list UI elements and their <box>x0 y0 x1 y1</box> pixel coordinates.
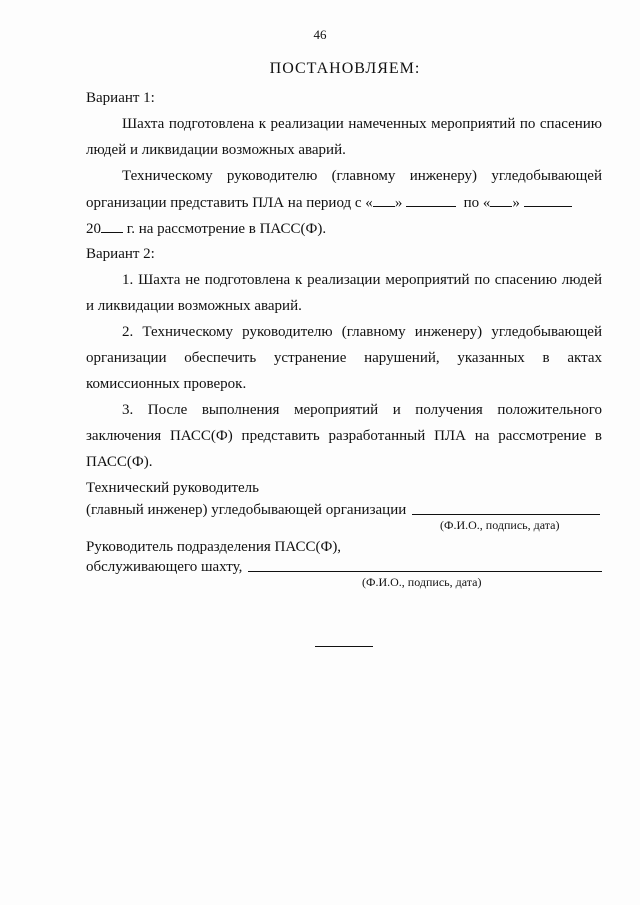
variant2-item1-line2: и ликвидации возможных аварий. <box>86 298 302 314</box>
pass-head-label-line2: обслуживающего шахту, <box>86 559 243 575</box>
variant2-heading: Вариант 2: <box>86 246 155 262</box>
pass-head-caption: (Ф.И.О., подпись, дата) <box>362 575 482 589</box>
review-text: г. на рассмотрение в ПАСС(Ф). <box>126 221 327 237</box>
tech-director-label-line1: Технический руководитель <box>86 480 260 496</box>
variant1-paragraph1-line1: Шахта подготовлена к реализации намеченных мероприятий по спасению <box>122 116 602 132</box>
pass-head-label-line1: Руководитель подразделения ПАСС(Ф), <box>86 539 342 555</box>
page-title: ПОСТАНОВЛЯЕМ: <box>269 60 421 77</box>
blank-day-to <box>490 194 512 207</box>
variant1-paragraph1-line2: людей и ликвидации возможных аварий. <box>86 142 346 158</box>
variant1-paragraph2-line3 <box>86 220 602 238</box>
blank-month-to <box>524 194 572 207</box>
page-number: 46 <box>313 27 327 42</box>
tech-director-signature-line <box>412 514 600 515</box>
blank-year <box>101 220 123 233</box>
blank-day-from <box>373 194 395 207</box>
variant2-item1-line1: 1. Шахта не подготовлена к реализации мероприятий по спасению людей <box>122 272 602 288</box>
variant1-paragraph2-line2 <box>86 194 602 212</box>
variant1-heading: Вариант 1: <box>86 90 155 106</box>
variant1-paragraph2-line1: Техническому руководителю (главному инженеру) угледобывающей <box>122 168 602 184</box>
tech-director-label-line2: (главный инженер) угледобывающей организации <box>86 502 407 518</box>
variant2-item2-line2: организации обеспечить устранение нарушений, указанных в актах <box>86 350 602 366</box>
variant2-item3-line3: ПАСС(Ф). <box>86 454 153 470</box>
variant2-item2-line3: комиссионных проверок. <box>86 376 247 392</box>
variant2-item3-line2: заключения ПАСС(Ф) представить разработанный ПЛА на рассмотрение в <box>86 428 602 444</box>
tech-director-caption: (Ф.И.О., подпись, дата) <box>440 518 560 532</box>
period-text-start: организации представить ПЛА на период с « <box>86 195 373 211</box>
blank-month-from <box>406 194 456 207</box>
pass-head-signature-line <box>248 571 602 572</box>
period-text-to: по « <box>463 195 491 211</box>
end-separator-line <box>315 646 373 647</box>
period-quote-close-1: » <box>394 195 403 211</box>
period-quote-close-2: » <box>512 195 520 211</box>
variant2-item2-line1: 2. Техническому руководителю (главному инженеру) угледобывающей <box>122 324 602 340</box>
year-prefix: 20 <box>86 221 101 237</box>
variant2-item3-line1: 3. После выполнения мероприятий и получения положительного <box>122 402 602 418</box>
